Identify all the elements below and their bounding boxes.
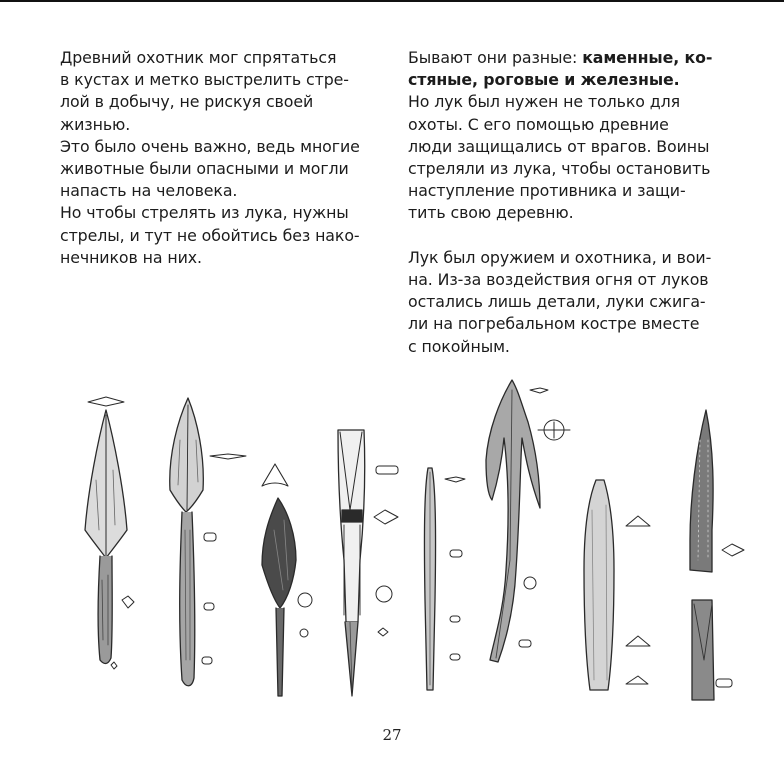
text-bold: стяные, роговые и железные. (408, 70, 680, 90)
arrowhead-7 (584, 480, 650, 690)
text-line: охоты. С его помощью древние (408, 114, 669, 134)
text-line: Древний охотник мог спрятаться (60, 48, 337, 67)
arrowhead-6 (486, 380, 570, 662)
arrowhead-2 (170, 398, 246, 686)
text-line: наступление противника и защи- (408, 181, 686, 201)
text-line (408, 47, 738, 69)
right-text-column (408, 47, 738, 358)
arrowhead-1 (85, 397, 134, 669)
arrowhead-5 (424, 468, 465, 690)
paragraph-gap (408, 225, 738, 247)
left-text-column (60, 47, 390, 269)
top-border-rule (0, 0, 784, 2)
text-line: жизнью. (60, 114, 131, 134)
arrowhead-4 (338, 430, 398, 696)
text-line: стреляли из лука, чтобы остановить (408, 159, 711, 179)
text-line: тить свою деревню. (408, 203, 574, 223)
text-line: нечников на них. (60, 247, 202, 267)
text-line: ли на погребальном костре вместе (408, 314, 700, 334)
text-line: Но чтобы стрелять из лука, нужны (60, 203, 349, 223)
text-line: стрелы, и тут не обойтись без нако- (60, 225, 360, 245)
arrowheads-illustration (0, 360, 784, 720)
text-line: животные были опасными и могли (60, 159, 349, 179)
text-line: лой в добычу, не рискуя своей (60, 92, 314, 112)
text-line: остались лишь детали, луки сжига- (408, 292, 706, 312)
text-line: Лук был оружием и охотника, и вои- (408, 247, 712, 267)
arrowhead-3 (262, 464, 312, 696)
text-line: с покойным. (408, 336, 510, 356)
text-line: Это было очень важно, ведь многие (60, 136, 360, 156)
text-line: на. Из-за воздействия огня от луков (408, 270, 709, 290)
text-line: напасть на человека. (60, 181, 238, 201)
text-line: в кустах и метко выстрелить стре- (60, 70, 349, 90)
page-number: 27 (382, 726, 402, 744)
text-plain: Бывают они разные: (408, 48, 583, 67)
text-bold: каменные, ко- (582, 48, 713, 67)
text-line (408, 69, 738, 91)
arrowhead-8 (690, 410, 744, 700)
text-line: Но лук был нужен не только для (408, 92, 680, 112)
text-line: люди защищались от врагов. Воины (408, 136, 710, 156)
